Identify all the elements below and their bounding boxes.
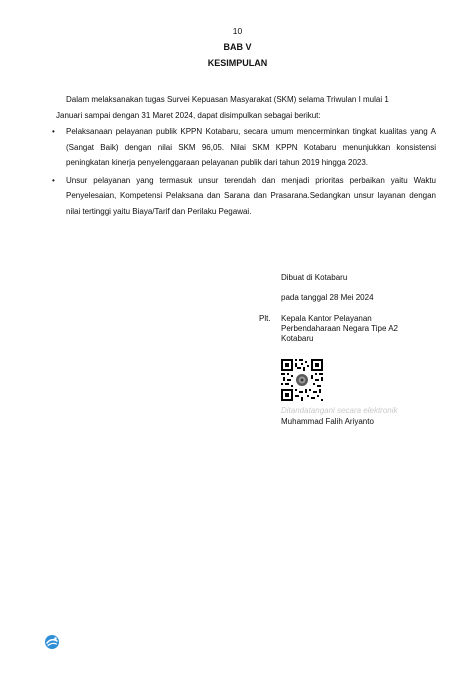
- list-item-text: Unsur pelayanan yang termasuk unsur terendah dan menjadi prioritas perbaikan yaitu Waktu Penyelesaian, Kompetensi Pelaksana dan Sarana dan Prasarana.Sedangkan unsur layanan dengan nilai tertinggi yaitu Biaya/Tarif dan Perilaku Pegawai.: [66, 175, 436, 216]
- intro-paragraph: [56, 92, 443, 124]
- list-item: [52, 173, 436, 220]
- intro-line-1: Dalam melaksanakan tugas Survei Kepuasan Masyarakat (SKM) selama Triwulan I mulai 1: [66, 95, 389, 104]
- page-number: 10: [232, 26, 243, 36]
- bullet-icon: •: [52, 175, 55, 185]
- list-item: [52, 124, 436, 171]
- signature-position-1: Kepala Kantor Pelayanan: [281, 314, 372, 323]
- signature-position-3: Kotabaru: [281, 334, 314, 343]
- footer-logo-icon: [44, 634, 60, 650]
- bullet-icon: •: [52, 127, 55, 136]
- qr-code-icon: [280, 358, 324, 402]
- chapter-label: BAB V: [223, 42, 252, 52]
- signature-prefix: Plt.: [259, 314, 271, 323]
- signer-name: Muhammad Falih Ariyanto: [281, 417, 374, 426]
- list-item-text: Pelaksanaan pelayanan publik KPPN Kotabaru, secara umum mencerminkan tingkat kualitas yang A (Sangat Baik) dengan nilai SKM 96,05. Nilai SKM KPPN Kotabaru menunjukkan konsistensi peningkatan kinerja penyelenggaraan pelayanan publik dari tahun 2019 hingga 2023.: [66, 127, 436, 167]
- intro-line-2: Januari sampai dengan 31 Maret 2024, dapat disimpulkan sebagai berikut:: [56, 111, 321, 120]
- signature-date: pada tanggal 28 Mei 2024: [281, 293, 374, 302]
- page-title: KESIMPULAN: [207, 58, 268, 68]
- signature-position-2: Perbendaharaan Negara Tipe A2: [281, 324, 398, 333]
- conclusion-list: [52, 124, 436, 221]
- signature-place: Dibuat di Kotabaru: [281, 273, 348, 282]
- electronic-signature-note: Ditandatangani secara elektronik: [281, 406, 398, 415]
